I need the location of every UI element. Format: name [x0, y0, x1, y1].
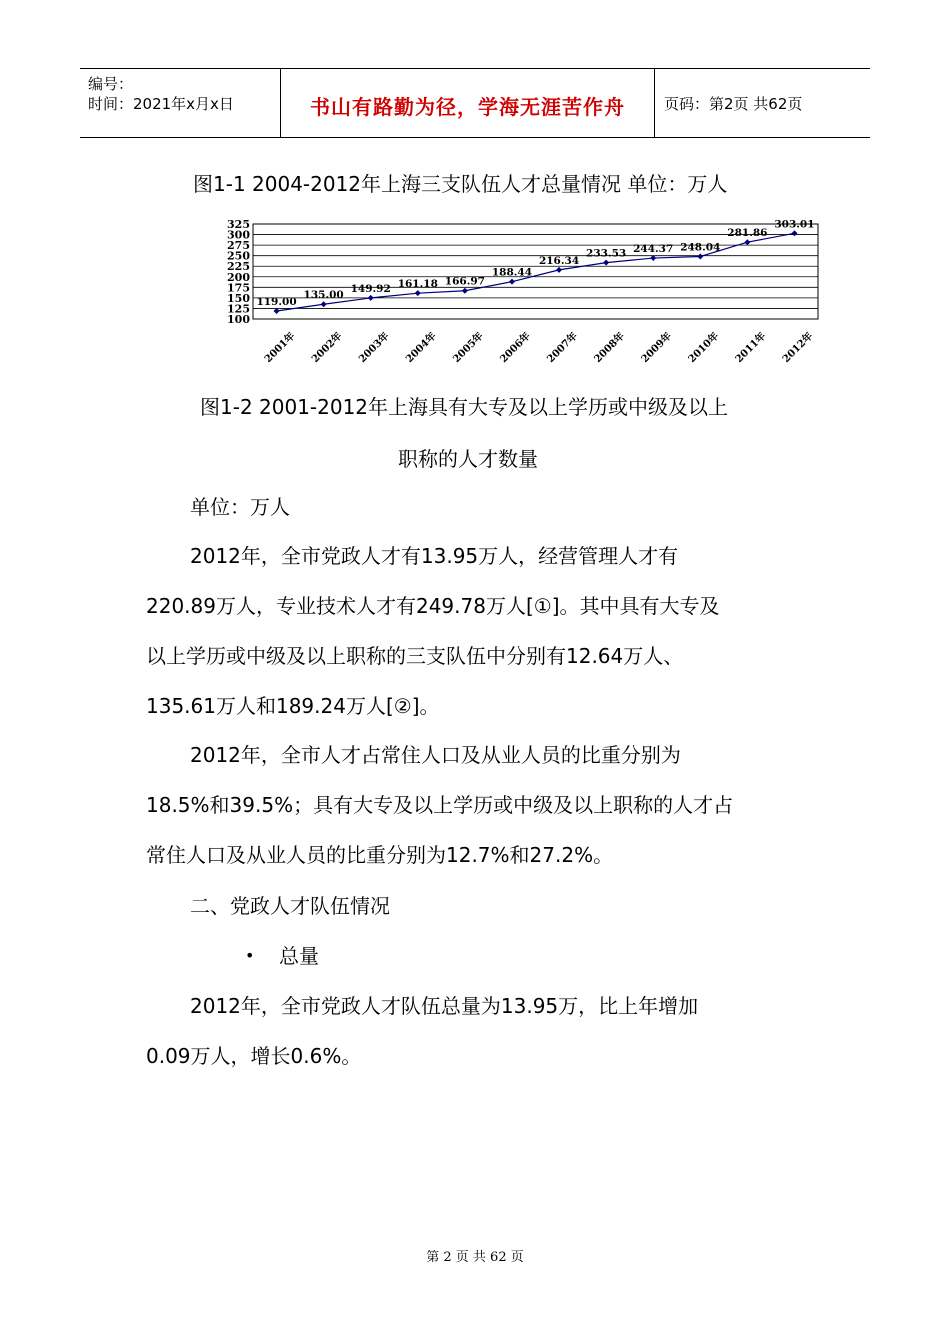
header-meta-cell	[80, 69, 280, 137]
y-tick-label: 275	[227, 239, 250, 253]
data-label: 303.01	[774, 218, 815, 231]
y-tick-label: 125	[227, 302, 250, 316]
x-tick-label: 2001年	[262, 330, 298, 366]
page-label: 页码：第2页 共62页	[664, 95, 803, 113]
y-tick-label: 200	[227, 270, 250, 284]
paragraph-line: 0.09万人，增长0.6%。	[146, 1044, 362, 1068]
data-label: 135.00	[303, 289, 344, 302]
data-point	[368, 295, 374, 301]
y-tick-label: 175	[227, 281, 250, 295]
paragraph-line: 2012年，全市党政人才有13.95万人，经营管理人才有	[190, 544, 679, 568]
data-label: 161.18	[397, 278, 438, 291]
paragraph-line: 2012年，全市党政人才队伍总量为13.95万，比上年增加	[190, 994, 699, 1018]
unit-label: 单位：万人	[190, 495, 290, 519]
header-motto-cell	[280, 69, 655, 137]
y-tick-label: 225	[227, 260, 250, 274]
data-label: 248.04	[680, 241, 721, 254]
bullet-icon: •	[245, 946, 255, 965]
y-tick-label: 150	[227, 291, 250, 305]
section-heading: 二、党政人才队伍情况	[190, 894, 390, 918]
data-label: 188.44	[491, 266, 533, 279]
data-label: 216.34	[538, 254, 580, 267]
bullet-item: 总量	[279, 944, 319, 968]
data-point	[274, 308, 280, 314]
paragraph-line: 2012年，全市人才占常住人口及从业人员的比重分别为	[190, 743, 681, 767]
number-label: 编号：	[88, 75, 134, 93]
motto: 书山有路勤为径，学海无涯苦作舟	[310, 95, 625, 119]
data-point	[509, 279, 515, 285]
figure2-caption-line1: 图1-2 2001-2012年上海具有大专及以上学历或中级及以上	[200, 395, 729, 419]
x-tick-label: 2007年	[545, 330, 580, 366]
y-tick-label: 250	[227, 249, 250, 263]
figure2-caption-line2: 职称的人才数量	[398, 447, 538, 471]
paragraph-line: 220.89万人，专业技术人才有249.78万人[①]。其中具有大专及	[146, 594, 720, 618]
x-tick-label: 2005年	[451, 330, 486, 366]
header-page-cell	[654, 69, 870, 137]
data-point	[791, 230, 797, 236]
data-point	[415, 290, 421, 296]
data-label: 166.97	[444, 275, 485, 288]
x-tick-label: 2010年	[686, 330, 722, 366]
data-label: 119.00	[256, 295, 297, 308]
x-tick-label: 2004年	[404, 330, 439, 366]
data-label: 233.53	[586, 247, 627, 260]
x-tick-label: 2011年	[733, 330, 769, 366]
data-point	[744, 239, 750, 245]
paragraph-line: 18.5%和39.5%；具有大专及以上学历或中级及以上职称的人才占	[146, 793, 734, 817]
x-tick-label: 2003年	[357, 330, 392, 366]
data-point	[556, 267, 562, 273]
data-point	[603, 260, 609, 266]
x-tick-label: 2002年	[309, 330, 345, 366]
data-label: 244.37	[633, 243, 674, 256]
data-point	[462, 288, 468, 294]
data-point	[697, 253, 703, 259]
x-tick-label: 2009年	[639, 330, 675, 366]
figure1-caption: 图1-1 2004-2012年上海三支队伍人才总量情况 单位：万人	[193, 172, 728, 196]
data-point	[321, 301, 327, 307]
y-tick-label: 325	[227, 218, 250, 231]
paragraph-line: 135.61万人和189.24万人[②]。	[146, 694, 440, 718]
paragraph-line: 以上学历或中级及以上职称的三支队伍中分别有12.64万人、	[146, 644, 684, 668]
time-label: 时间：2021年x月x日	[88, 95, 234, 113]
x-tick-label: 2012年	[780, 330, 816, 366]
y-tick-label: 300	[227, 228, 250, 242]
page-footer: 第 2 页 共 62 页	[426, 1250, 524, 1265]
data-label: 281.86	[727, 227, 768, 240]
line-chart	[215, 212, 825, 377]
y-tick-label: 100	[227, 313, 250, 326]
data-label: 149.92	[350, 282, 391, 295]
x-tick-label: 2008年	[592, 330, 628, 366]
document-header	[80, 68, 870, 138]
paragraph-line: 常住人口及从业人员的比重分别为12.7%和27.2%。	[146, 843, 614, 867]
x-tick-label: 2006年	[498, 330, 533, 366]
